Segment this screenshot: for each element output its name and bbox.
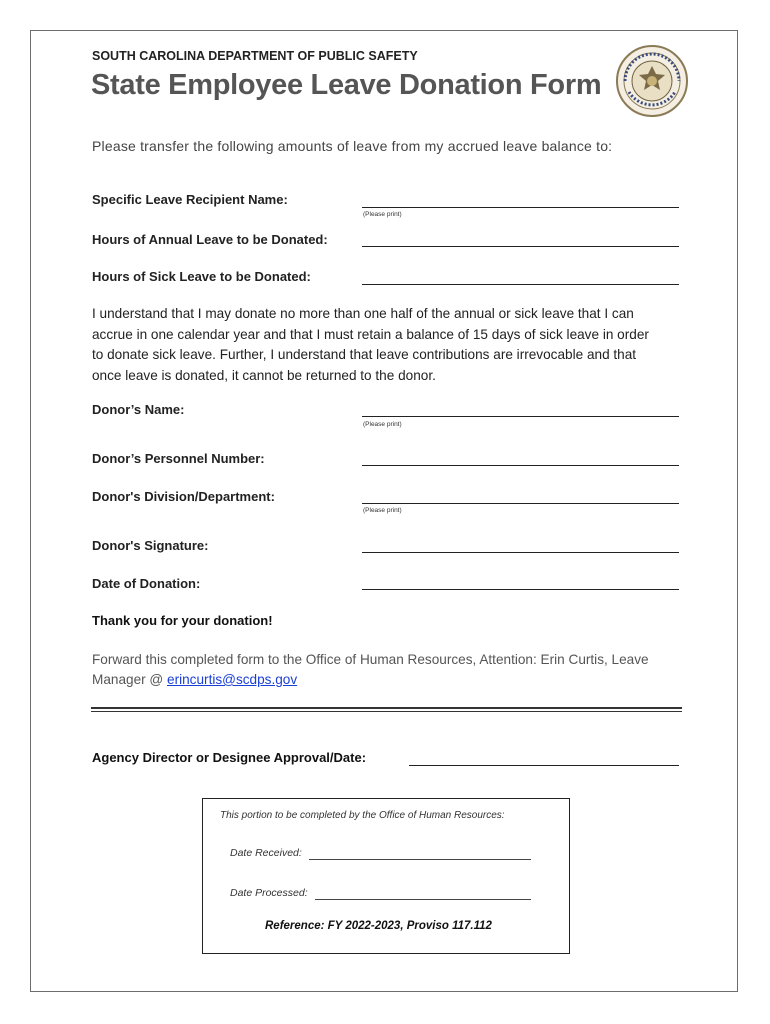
policy-paragraph <box>92 304 688 386</box>
date-received-field[interactable] <box>309 859 531 860</box>
section-divider <box>91 711 682 712</box>
form-page <box>30 30 738 992</box>
forward-line-1: Forward this completed form to the Office of Human Resources, Attention: Erin Curtis, Leave <box>92 652 649 667</box>
sick-leave-hours-field[interactable] <box>362 284 679 285</box>
personnel-number-field[interactable] <box>362 465 679 466</box>
policy-line: accrue in one calendar year and that I must retain a balance of 15 days of sick leave in order <box>92 326 649 342</box>
hr-email-link[interactable]: erincurtis@scdps.gov <box>167 672 298 687</box>
donation-date-field[interactable] <box>362 589 679 590</box>
policy-line: to donate sick leave. Further, I understand that leave contributions are irrevocable and that <box>92 347 637 362</box>
donor-name-field[interactable] <box>362 416 679 417</box>
donor-name-label: Donor’s Name: <box>92 402 185 417</box>
annual-leave-hours-label: Hours of Annual Leave to be Donated: <box>92 232 328 247</box>
division-hint: (Please print) <box>363 507 402 514</box>
thank-you-text: Thank you for your donation! <box>92 613 273 628</box>
approval-label: Agency Director or Designee Approval/Date: <box>92 750 367 765</box>
recipient-name-hint: (Please print) <box>363 211 402 218</box>
form-title: State Employee Leave Donation Form <box>91 69 602 101</box>
policy-line: I understand that I may donate no more than one half of the annual or sick leave that I can <box>92 306 634 321</box>
donation-date-label: Date of Donation: <box>92 576 201 591</box>
division-label: Donor's Division/Department: <box>92 489 275 504</box>
signature-field[interactable] <box>362 552 679 553</box>
hr-box-note: This portion to be completed by the Office of Human Resources: <box>220 810 505 821</box>
forward-line-2 <box>92 670 688 690</box>
donor-name-hint: (Please print) <box>363 421 402 428</box>
approval-field[interactable] <box>409 765 679 766</box>
recipient-name-label: Specific Leave Recipient Name: <box>92 192 288 207</box>
policy-line: once leave is donated, it cannot be returned to the donor. <box>92 367 436 383</box>
forward-instructions <box>92 650 688 690</box>
annual-leave-hours-field[interactable] <box>362 246 679 247</box>
date-processed-field[interactable] <box>315 899 531 900</box>
recipient-name-field[interactable] <box>362 207 679 208</box>
reference-text: Reference: FY 2022-2023, Proviso 117.112 <box>265 920 492 932</box>
section-divider <box>91 707 682 709</box>
sick-leave-hours-label: Hours of Sick Leave to be Donated: <box>92 269 311 284</box>
hr-office-box <box>202 798 570 954</box>
division-field[interactable] <box>362 503 679 504</box>
department-seal-icon <box>615 44 689 118</box>
date-received-label: Date Received: <box>230 847 302 859</box>
date-processed-label: Date Processed: <box>230 887 308 899</box>
signature-label: Donor's Signature: <box>92 538 209 553</box>
personnel-number-label: Donor’s Personnel Number: <box>92 451 265 466</box>
intro-text: Please transfer the following amounts of leave from my accrued leave balance to: <box>92 138 613 154</box>
department-name: SOUTH CAROLINA DEPARTMENT OF PUBLIC SAFETY <box>92 49 418 63</box>
forward-prefix: Manager @ <box>92 672 168 687</box>
